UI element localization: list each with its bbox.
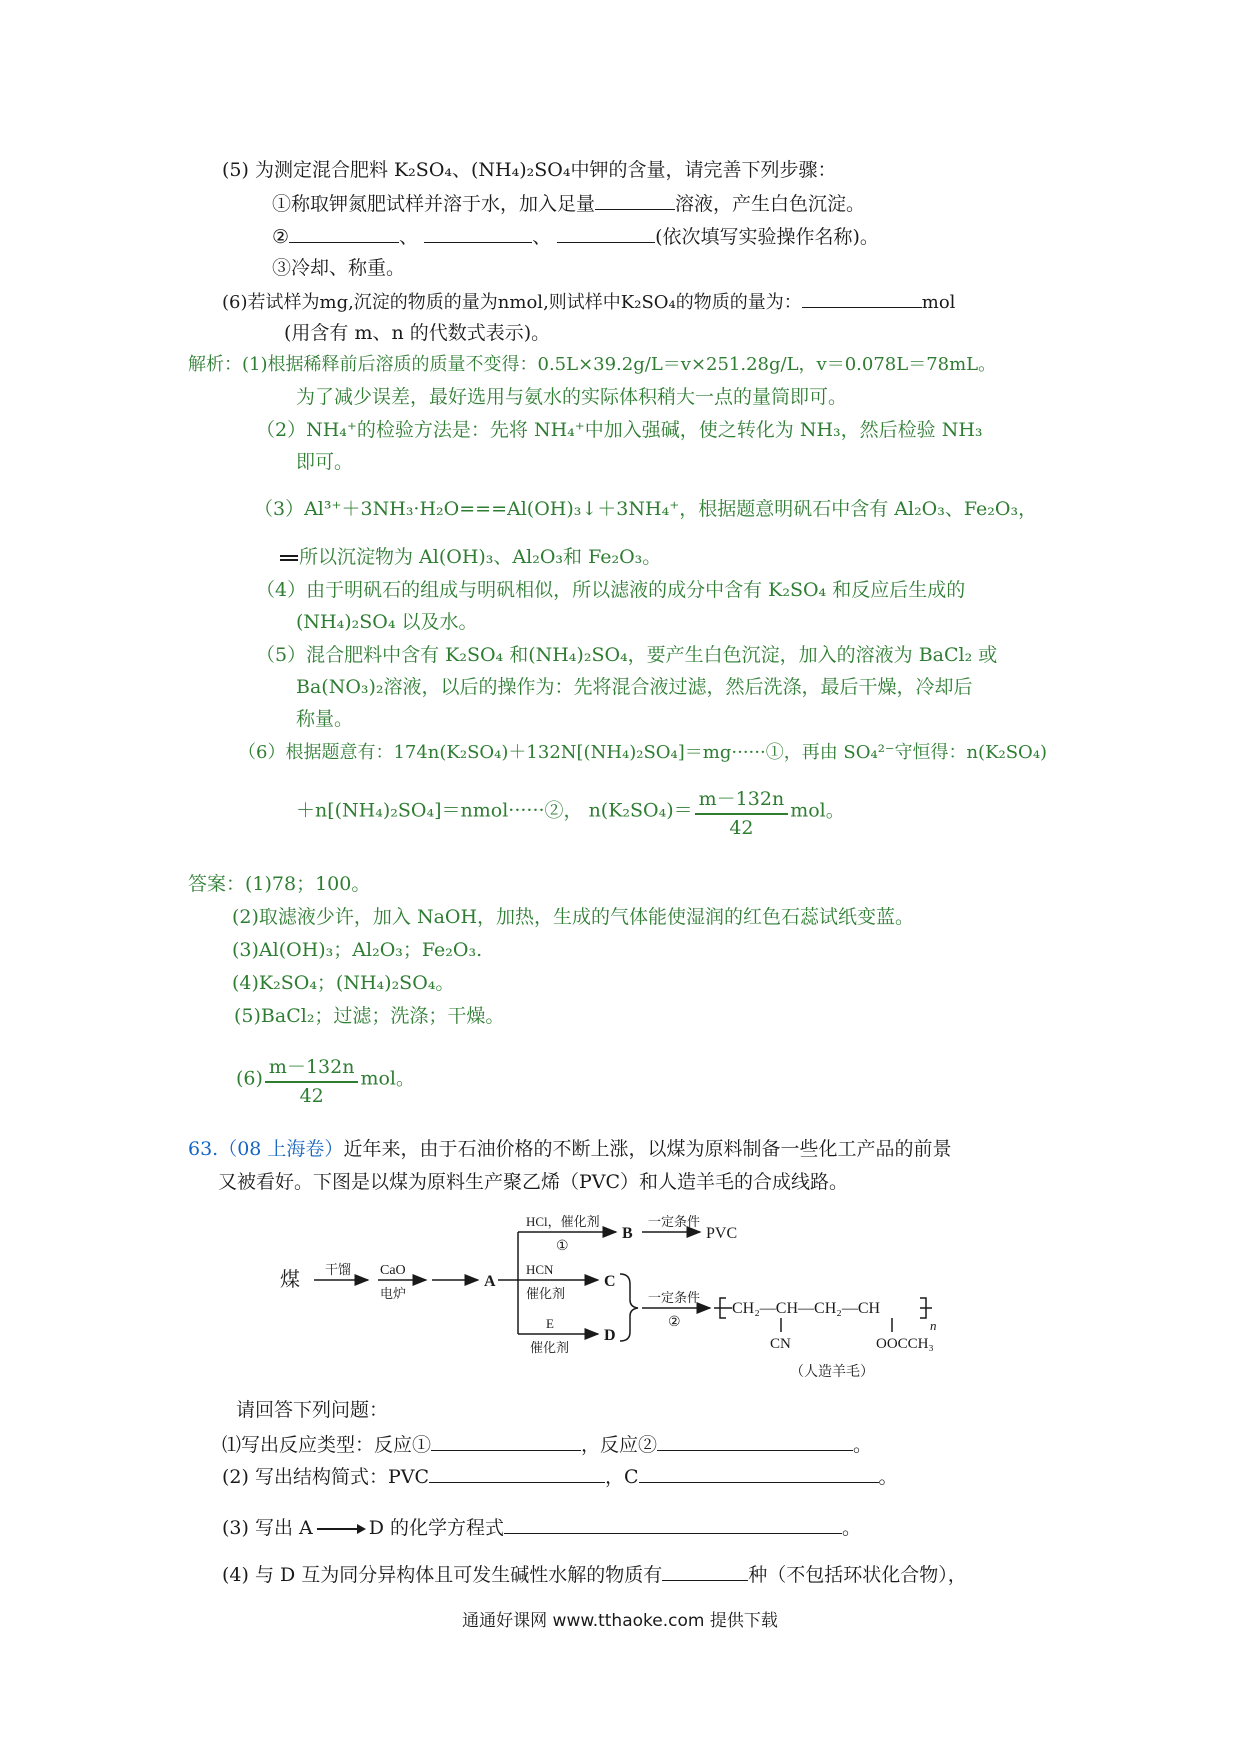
compound-c: C xyxy=(604,1273,616,1290)
answer-5: (5)BaCl₂；过滤；洗涤；干燥。 xyxy=(234,1005,505,1027)
answer-3: (3)Al(OH)₃；Al₂O₃；Fe₂O₃. xyxy=(232,939,483,961)
answer-blank[interactable] xyxy=(557,224,655,243)
question-1 xyxy=(222,1432,872,1457)
question-1-text-b: ，反应② xyxy=(581,1434,658,1456)
q5-step1-text-a: ①称取钾氮肥试样并溶于水，加入足量 xyxy=(272,193,596,215)
q6-text-a: (6)若试样为mg,沉淀的物质的量为nmol,则试样中K₂SO₄的物质的量为： xyxy=(222,292,802,313)
answer-blank[interactable] xyxy=(657,1432,853,1451)
substituent-oocch3: OOCCH₃ xyxy=(876,1336,934,1352)
question-2-text-b: ，C xyxy=(605,1466,639,1488)
answer-blank[interactable] xyxy=(289,224,399,243)
analysis-p6-text-b: mol。 xyxy=(790,799,845,822)
reaction-arrow-icon xyxy=(315,1522,367,1536)
q5-intro: (5) 为测定混合肥料 K₂SO₄、(NH₄)₂SO₄中钾的含量，请完善下列步骤： xyxy=(222,159,837,181)
question-2-text-c: 。 xyxy=(878,1466,898,1488)
questions-prompt: 请回答下列问题： xyxy=(236,1399,389,1421)
question-3-text-a: (3) 写出 A xyxy=(222,1517,313,1539)
fraction-denominator: 42 xyxy=(729,817,754,839)
hcn-label: HCN xyxy=(526,1262,554,1277)
fraction xyxy=(265,1052,359,1107)
analysis-p3-text: 所以沉淀物为 Al(OH)₃、Al₂O₃和 Fe₂O₃。 xyxy=(299,546,662,568)
q63-number: 63. xyxy=(188,1138,219,1160)
question-3-text-b: D 的化学方程式 xyxy=(368,1517,504,1539)
compound-b: B xyxy=(622,1225,633,1242)
answer-1: 答案：(1)78；100。 xyxy=(188,873,371,895)
question-4-text-b: 种（不包括环状化合物）， xyxy=(748,1564,967,1586)
reagent-e-label: E xyxy=(546,1316,554,1331)
analysis-p6-line2 xyxy=(296,784,845,839)
question-1-text-a: ⑴写出反应类型：反应① xyxy=(222,1434,432,1456)
question-4-text-a: (4) 与 D 互为同分异构体且可发生碱性水解的物质有 xyxy=(222,1564,663,1586)
equals-mark-icon xyxy=(280,555,298,561)
analysis-p5-line2: Ba(NO₃)₂溶液，以后的操作为：先将混合液过滤，然后洗涤，最后干燥，冷却后 xyxy=(296,676,973,698)
q63-source: （08 上海卷） xyxy=(218,1138,344,1160)
catalyst-label-c: 催化剂 xyxy=(526,1286,566,1301)
q5-step1 xyxy=(272,191,865,216)
question-2 xyxy=(222,1464,898,1489)
q5-step2 xyxy=(272,224,879,249)
hcl-catalyst-label: HCl，催化剂 xyxy=(526,1214,600,1229)
condition-label-1: 一定条件 xyxy=(648,1214,701,1229)
answer-2: (2)取滤液少许，加入 NaOH，加热，生成的气体能使湿润的红色石蕊试纸变蓝。 xyxy=(232,906,915,928)
polymer-chain: CH₂—CH—CH₂—CH xyxy=(732,1300,881,1317)
compound-d: D xyxy=(604,1327,616,1344)
analysis-p5-line1: （5）混合肥料中含有 K₂SO₄ 和(NH₄)₂SO₄，要产生白色沉淀，加入的溶液为 BaCl₂ 或 xyxy=(256,644,998,666)
compound-a: A xyxy=(484,1273,496,1290)
q5-step2-text-a: ② xyxy=(272,226,290,248)
question-1-text-c: 。 xyxy=(853,1434,873,1456)
answer-blank[interactable] xyxy=(662,1562,748,1581)
q5-step2-text-b: (依次填写实验操作名称)。 xyxy=(655,226,879,248)
fraction xyxy=(695,784,789,839)
question-2-text-a: (2) 写出结构简式：PVC xyxy=(222,1466,429,1488)
analysis-p1-line2: 为了减少误差，最好选用与氨水的实际体积稍大一点的量筒即可。 xyxy=(296,386,848,408)
analysis-p2-line2: 即可。 xyxy=(296,451,354,473)
analysis-p6-line1: （6）根据题意有：174n(K₂SO₄)＋132N[(NH₄)₂SO₄]＝mg······①，再由 SO₄²⁻守恒得：n(K₂SO₄) xyxy=(238,742,1048,763)
answer-blank[interactable] xyxy=(802,289,922,308)
condition-label-2: 一定条件 xyxy=(648,1290,701,1305)
analysis-p3-line2 xyxy=(280,545,661,569)
reaction-2-marker: ② xyxy=(668,1315,681,1330)
q6-text-b: mol xyxy=(921,292,956,313)
question-3 xyxy=(222,1515,861,1540)
q63-text: 近年来，由于石油价格的不断上涨，以煤为原料制备一些化工产品的前景 xyxy=(343,1138,952,1160)
substituent-cn: CN xyxy=(770,1336,791,1352)
question-4 xyxy=(222,1562,967,1587)
answer-blank[interactable] xyxy=(504,1515,842,1534)
answer-blank[interactable] xyxy=(639,1464,879,1483)
q5-step2-sep: 、 xyxy=(399,226,419,248)
cao-label: CaO xyxy=(380,1263,406,1278)
analysis-p2-line1: （2）NH₄⁺的检验方法是：先将 NH₄⁺中加入强碱，使之转化为 NH₃，然后检验 NH₃ xyxy=(256,419,983,441)
dry-distill-label: 干馏 xyxy=(325,1262,352,1277)
answer-6 xyxy=(236,1052,415,1107)
q6-line2: (用含有 m、n 的代数式表示)。 xyxy=(284,322,551,344)
reaction-1-marker: ① xyxy=(556,1239,569,1254)
answer-6-text-a: (6) xyxy=(236,1067,263,1090)
fraction-denominator: 42 xyxy=(299,1085,324,1107)
analysis-p4-line1: （4）由于明矾石的组成与明矾相似，所以滤液的成分中含有 K₂SO₄ 和反应后生成的 xyxy=(256,579,966,601)
answer-blank[interactable] xyxy=(431,1432,581,1451)
q5-step2-sep: 、 xyxy=(532,226,552,248)
catalyst-label-d: 催化剂 xyxy=(530,1340,570,1355)
answer-blank[interactable] xyxy=(424,224,532,243)
polymer-n: n xyxy=(930,1318,937,1333)
fraction-numerator: m－132n xyxy=(695,784,789,815)
analysis-p5-line3: 称量。 xyxy=(296,708,354,730)
answer-4: (4)K₂SO₄；(NH₄)₂SO₄。 xyxy=(232,972,455,994)
analysis-p3-line1: （3）Al³⁺＋3NH₃·H₂O===Al(OH)₃↓＋3NH₄⁺，根据题意明矾石中含有 Al₂O₃、Fe₂O₃， xyxy=(254,498,1038,520)
coal-label: 煤 xyxy=(280,1269,300,1291)
furnace-label: 电炉 xyxy=(380,1286,407,1301)
q6-line1 xyxy=(222,289,955,315)
pvc-label: PVC xyxy=(706,1225,738,1242)
q5-step1-text-b: 溶液，产生白色沉淀。 xyxy=(675,193,866,215)
synthesis-route-diagram xyxy=(280,1210,980,1390)
answer-blank[interactable] xyxy=(429,1464,605,1483)
q63-line2: 又被看好。下图是以煤为原料生产聚乙烯（PVC）和人造羊毛的合成线路。 xyxy=(218,1171,849,1193)
q63-line1 xyxy=(188,1137,951,1161)
answer-6-text-b: mol。 xyxy=(360,1067,415,1090)
answer-blank[interactable] xyxy=(595,191,675,210)
question-3-text-c: 。 xyxy=(842,1517,862,1539)
q5-step3: ③冷却、称重。 xyxy=(272,257,406,279)
analysis-p4-line2: (NH₄)₂SO₄ 以及水。 xyxy=(296,611,478,633)
artificial-wool-label: （人造羊毛） xyxy=(790,1365,874,1380)
page-footer: 通通好课网 www.tthaoke.com 提供下载 xyxy=(462,1611,778,1631)
analysis-p1-line1: 解析：(1)根据稀释前后溶质的质量不变得：0.5L×39.2g/L＝v×251.28g/L，v＝0.078L＝78mL。 xyxy=(188,354,997,375)
analysis-p6-text-a: ＋n[(NH₄)₂SO₄]＝nmol······②， n(K₂SO₄)＝ xyxy=(296,799,693,822)
fraction-numerator: m－132n xyxy=(265,1052,359,1083)
